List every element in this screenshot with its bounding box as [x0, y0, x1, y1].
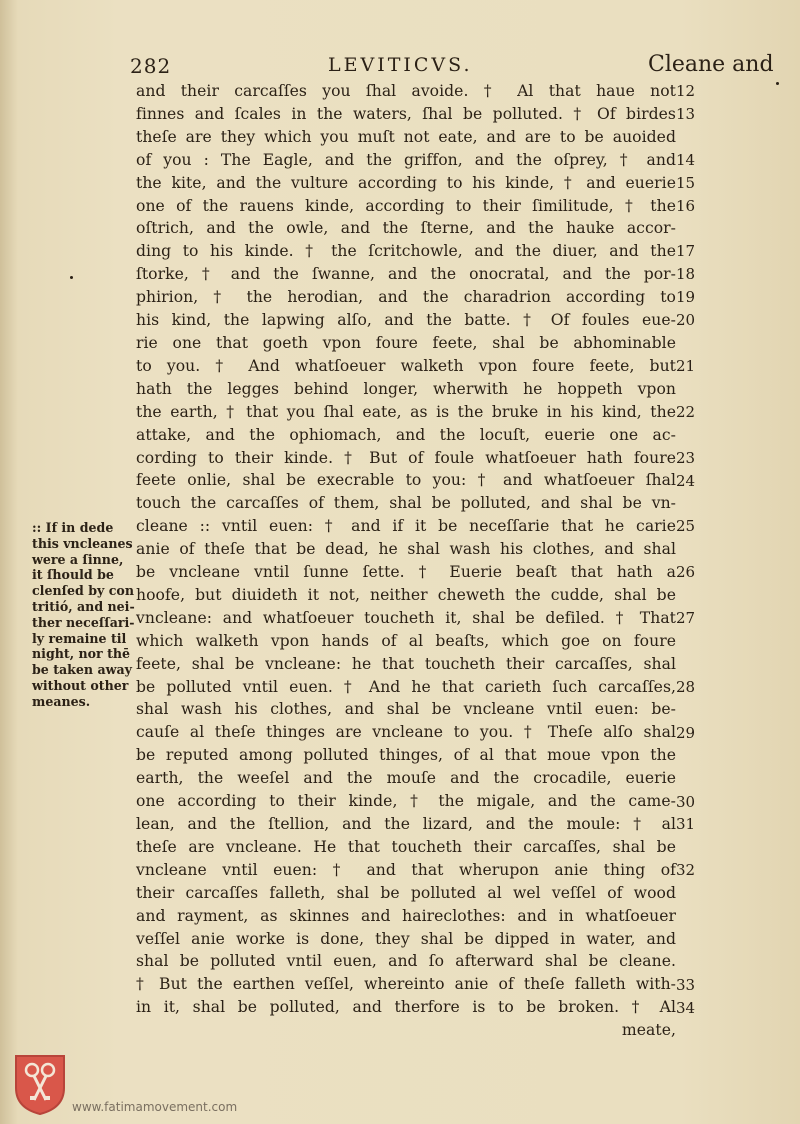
- verse-number: 34: [676, 998, 696, 1017]
- running-head: Cleane and: [648, 52, 774, 77]
- body-line: be polluted vntil euen. † And he that carieth ſuch carcaſſes,: [136, 677, 676, 696]
- body-line: cording to their kinde. † But of foule whatſoeuer hath foure: [136, 448, 676, 467]
- body-line: cauſe al theſe thinges are vncleane to you. † Theſe alſo shal: [136, 723, 676, 742]
- margin-note-line: meanes.: [32, 693, 91, 709]
- margin-note-line: it ſhould be: [32, 567, 114, 583]
- body-line: be reputed among polluted thinges, of al that moue vpon the: [136, 746, 676, 765]
- verse-number: 24: [676, 471, 696, 490]
- body-line: vncleane: and whatſoeuer toucheth it, shal be defiled. † That: [136, 608, 676, 627]
- margin-note-line: tritió, and nei-: [32, 598, 135, 614]
- body-line: lean, and the ſtellion, and the lizard, and the moule: † al: [136, 815, 676, 833]
- book-title: LEVITICVS.: [328, 54, 473, 76]
- body-line: be vncleane vntil ſunne ſette. † Euerie beaſt that hath a: [136, 563, 676, 582]
- body-line: shal wash his clothes, and shal be vncleane vntil euen: be-: [136, 700, 676, 719]
- margin-note-line: without other: [32, 677, 129, 693]
- verse-number: 15: [676, 173, 696, 192]
- margin-note: [32, 520, 142, 710]
- verse-number: 20: [676, 311, 696, 330]
- body-line: ſtorke, † and the ſwanne, and the onocratal, and the por-: [136, 265, 676, 284]
- verse-number: 21: [676, 357, 696, 376]
- body-line: finnes and ſcales in the waters, ſhal be polluted. † Of birdes: [136, 104, 676, 123]
- margin-note-line: this vncleanes: [32, 535, 133, 551]
- body-line: which walketh vpon hands of al beaſts, which goe on foure: [136, 631, 676, 650]
- body-line: shal be polluted vntil euen, and ſo afterward shal be cleane.: [136, 952, 676, 971]
- body-line: veſſel anie worke is done, they shal be dipped in water, and: [136, 929, 676, 948]
- margin-note-line: ther neceſſari-: [32, 614, 135, 630]
- verse-number: 32: [676, 861, 696, 880]
- body-line: the earth, † that you ſhal eate, as is the bruke in his kind, the: [136, 402, 676, 421]
- body-line: rie one that goeth vpon foure feete, shal be abhominable: [136, 333, 676, 352]
- body-line: hath the legges behind longer, wherwith he hoppeth vpon: [136, 379, 676, 398]
- body-line: oſtrich, and the owle, and the ſterne, and the hauke accor-: [136, 219, 676, 238]
- margin-note-line: were a ſinne,: [32, 551, 124, 567]
- body-line: ding to his kinde. † the ſcritchowle, and the diuer, and the: [136, 242, 676, 261]
- verse-number: 27: [676, 609, 696, 628]
- verse-number: 19: [676, 288, 696, 307]
- body-line: his kind, the lapwing alſo, and the batte. † Of foules eue-: [136, 311, 676, 330]
- body-line: and their carcaſſes you ſhal avoide. † Al that haue not: [136, 82, 676, 100]
- margin-note-line: be taken away: [32, 662, 132, 678]
- body-line: the kite, and the vulture according to his kinde, † and euerie: [136, 173, 676, 192]
- verse-number: 33: [676, 975, 696, 994]
- verse-number: 12: [676, 82, 696, 100]
- body-line: their carcaſſes falleth, shal be polluted al wel veſſel of wood: [136, 883, 676, 902]
- body-line: feete, shal be vncleane: he that toucheth their carcaſſes, shal: [136, 654, 676, 673]
- body-line: earth, the weeſel and the mouſe and the crocadile, euerie: [136, 769, 676, 788]
- body-line: to you. † And whatſoeuer walketh vpon foure feete, but: [136, 356, 676, 375]
- body-line: vncleane vntil euen: † and that wherupon anie thing of: [136, 860, 676, 879]
- body-line: theſe are vncleane. He that toucheth their carcaſſes, shal be: [136, 837, 676, 856]
- body-line: cleane :: vntil euen: † and if it be neceſſarie that he carie: [136, 517, 676, 536]
- body-line: feete onlie, shal be execrable to you: † and whatſoeuer ſhal: [136, 471, 676, 490]
- verse-number: 22: [676, 402, 696, 421]
- body-line: one according to their kinde, † the migale, and the came-: [136, 792, 676, 811]
- body-line: † But the earthen veſſel, whereinto anie of theſe falleth with-: [136, 975, 676, 994]
- margin-note-line: clenſed by con: [32, 583, 134, 599]
- body-line: phirion, † the herodian, and the charadrion according to: [136, 288, 676, 307]
- ink-speck: [776, 82, 779, 85]
- verse-number: 25: [676, 517, 696, 536]
- verse-number: 16: [676, 196, 696, 215]
- body-line: touch the carcaſſes of them, shal be polluted, and shal be vn-: [136, 494, 676, 513]
- verse-number: 23: [676, 448, 696, 467]
- body-line: one of the rauens kinde, according to their ſimilitude, † the: [136, 196, 676, 215]
- body-line: in it, shal be polluted, and therfore is to be broken. † Al: [136, 998, 676, 1017]
- body-line: meate,: [621, 1021, 676, 1040]
- verse-number: 26: [676, 563, 696, 582]
- verse-number: 13: [676, 104, 696, 123]
- body-text: [136, 80, 676, 1042]
- verse-number: 30: [676, 792, 696, 811]
- verse-number: 28: [676, 677, 696, 696]
- body-line: anie of theſe that be dead, he shal wash his clothes, and shal: [136, 540, 676, 559]
- verse-number: 17: [676, 242, 696, 261]
- footer-website[interactable]: www.fatimamovement.com: [72, 1100, 238, 1114]
- margin-note-line: night, nor thē: [32, 646, 131, 662]
- body-line: theſe are they which you muſt not eate, and are to be auoided: [136, 127, 676, 146]
- body-line: hoofe, but diuideth it not, neither cheweth the cudde, shal be: [136, 585, 676, 604]
- verse-number: 29: [676, 723, 696, 742]
- verse-number: 14: [676, 150, 696, 169]
- body-line: attake, and the ophiomach, and the locuſt, euerie one ac-: [136, 425, 676, 444]
- page-number: 282: [130, 54, 172, 78]
- margin-note-line: :: If in dede: [32, 520, 114, 535]
- verse-number: 18: [676, 265, 696, 284]
- margin-note-line: ly remaine til: [32, 630, 127, 646]
- ink-speck: [70, 276, 73, 279]
- body-line: of you : The Eagle, and the griffon, and the oſprey, † and: [136, 150, 676, 169]
- body-line: and rayment, as skinnes and haireclothes: and in whatſoeuer: [136, 906, 676, 925]
- verse-number: 31: [676, 815, 696, 834]
- fatima-keys-logo-icon: [12, 1052, 68, 1116]
